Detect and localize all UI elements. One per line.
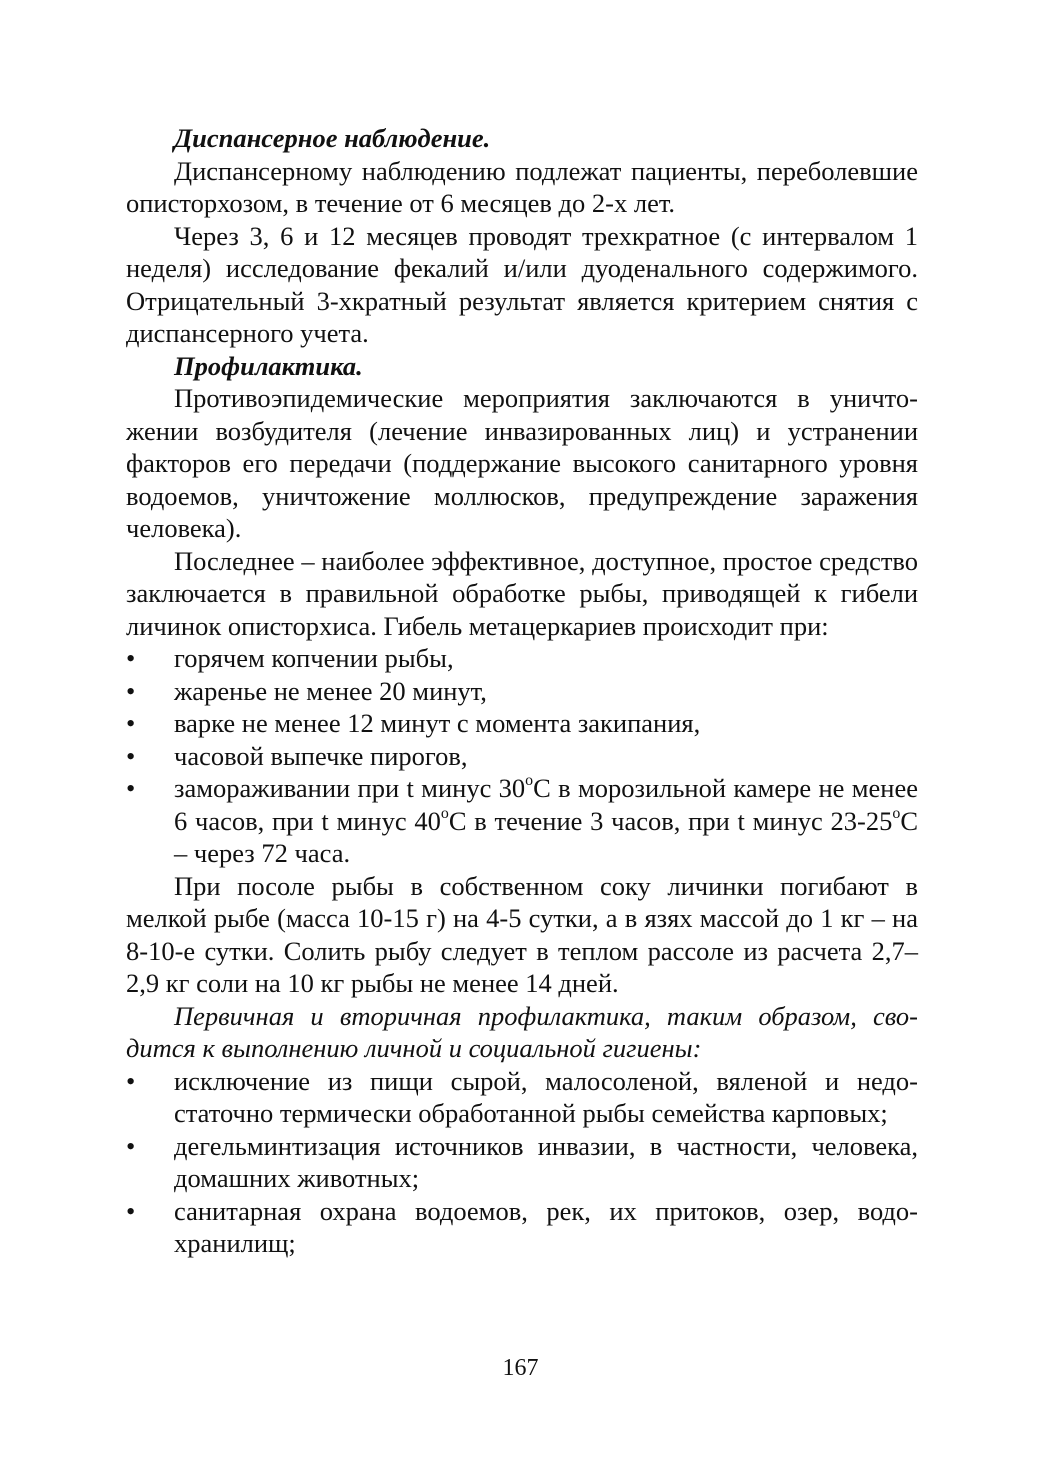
list-item bbox=[126, 1195, 918, 1260]
list-item bbox=[126, 642, 918, 675]
freezing-text-3: С в течение 3 часов, при t минус 23-25 bbox=[448, 805, 893, 836]
bullet-marker: • bbox=[126, 773, 136, 803]
list-item-text: жаренье не менее 20 минут, bbox=[174, 675, 487, 706]
list-item-text: часовой выпечке пирогов, bbox=[174, 740, 468, 771]
list-item bbox=[126, 1130, 918, 1195]
bullet-marker: • bbox=[126, 643, 136, 673]
freezing-text-2: С в морозильной камере не менее 6 часов, при t минус 40 bbox=[174, 773, 918, 836]
bullet-marker: • bbox=[126, 708, 136, 738]
paragraph-prevention-intro: Первичная и вторичная профилактика, таким образом, сводится к выполнению личной и социальной гигиены: bbox=[126, 1000, 918, 1063]
degree-mark: о bbox=[525, 772, 534, 790]
heading-dispensary: Диспансерное наблюдение. bbox=[174, 123, 491, 153]
page-content bbox=[126, 122, 918, 1260]
paragraph-salting: При посоле рыбы в собственном соку личинки погибают в мелкой рыбе (масса 10-15 г) на 4-5 сутки, а в язях массой до 1 кг – на 8-10-е сутки. Солить рыбу следует в теплом рассоле из расчета 2,7–2,9 кг соли на 10 кг рыбы не менее 14 дней. bbox=[126, 870, 918, 998]
bullet-marker: • bbox=[126, 1195, 136, 1226]
paragraph-dispensary-2: Через 3, 6 и 12 месяцев проводят трехкратное (с интервалом 1 неделя) исследование фекалий и/или дуоденального содержимого. Отрицательный 3-хкратный результат является критерием снятия с диспансерного учета. bbox=[126, 220, 918, 348]
list-item bbox=[126, 1065, 918, 1130]
freezing-text-1: замораживании при t минус 30 bbox=[174, 773, 526, 803]
paragraph-prophylaxis-1: Противоэпидемические мероприятия заключаются в уничтожении возбудителя (лечение инвазированных лиц) и устранении факторов его передачи (поддержание высокого санитарного уровня водоемов, уничтожение моллюсков, предупреждение заражения человека). bbox=[126, 383, 918, 543]
page-number: 167 bbox=[502, 1355, 539, 1381]
prevention-list bbox=[126, 1065, 918, 1260]
paragraph-prophylaxis-2: Последнее – наиболее эффективное, доступное, простое средство заключается в правильной обработке рыбы, приводящей к гибели личинок описторхиса. Гибель метацеркариев происходит при: bbox=[126, 545, 918, 641]
list-item bbox=[126, 675, 918, 708]
list-item-text: варке не менее 12 минут с момента закипания, bbox=[174, 708, 701, 738]
degree-mark: о bbox=[440, 804, 449, 822]
list-item bbox=[126, 740, 918, 773]
paragraph-dispensary-1: Диспансерному наблюдению подлежат пациенты, переболевшие описторхозом, в течение от 6 месяцев до 2-х лет. bbox=[126, 155, 918, 218]
fish-processing-list bbox=[126, 642, 918, 870]
list-item-text: горячем копчении рыбы, bbox=[174, 643, 454, 673]
heading-prophylaxis: Профилактика. bbox=[174, 350, 363, 381]
bullet-marker: • bbox=[126, 740, 136, 771]
list-item bbox=[126, 707, 918, 740]
list-item-text: дегельминтизация источников инвазии, в частности, человека, домашних животных; bbox=[174, 1130, 918, 1193]
freezing-text-4: С – через 72 часа. bbox=[174, 805, 918, 868]
bullet-marker: • bbox=[126, 675, 136, 706]
list-item-text: санитарная охрана водоемов, рек, их притоков, озер, водохранилищ; bbox=[174, 1195, 918, 1258]
list-item-freezing bbox=[126, 772, 918, 870]
list-item-text: исключение из пищи сырой, малосоленой, вяленой и недостаточно термически обработанной рыбы семейства карповых; bbox=[174, 1065, 918, 1128]
bullet-marker: • bbox=[126, 1130, 136, 1161]
degree-mark: о bbox=[892, 804, 901, 822]
bullet-marker: • bbox=[126, 1065, 136, 1096]
